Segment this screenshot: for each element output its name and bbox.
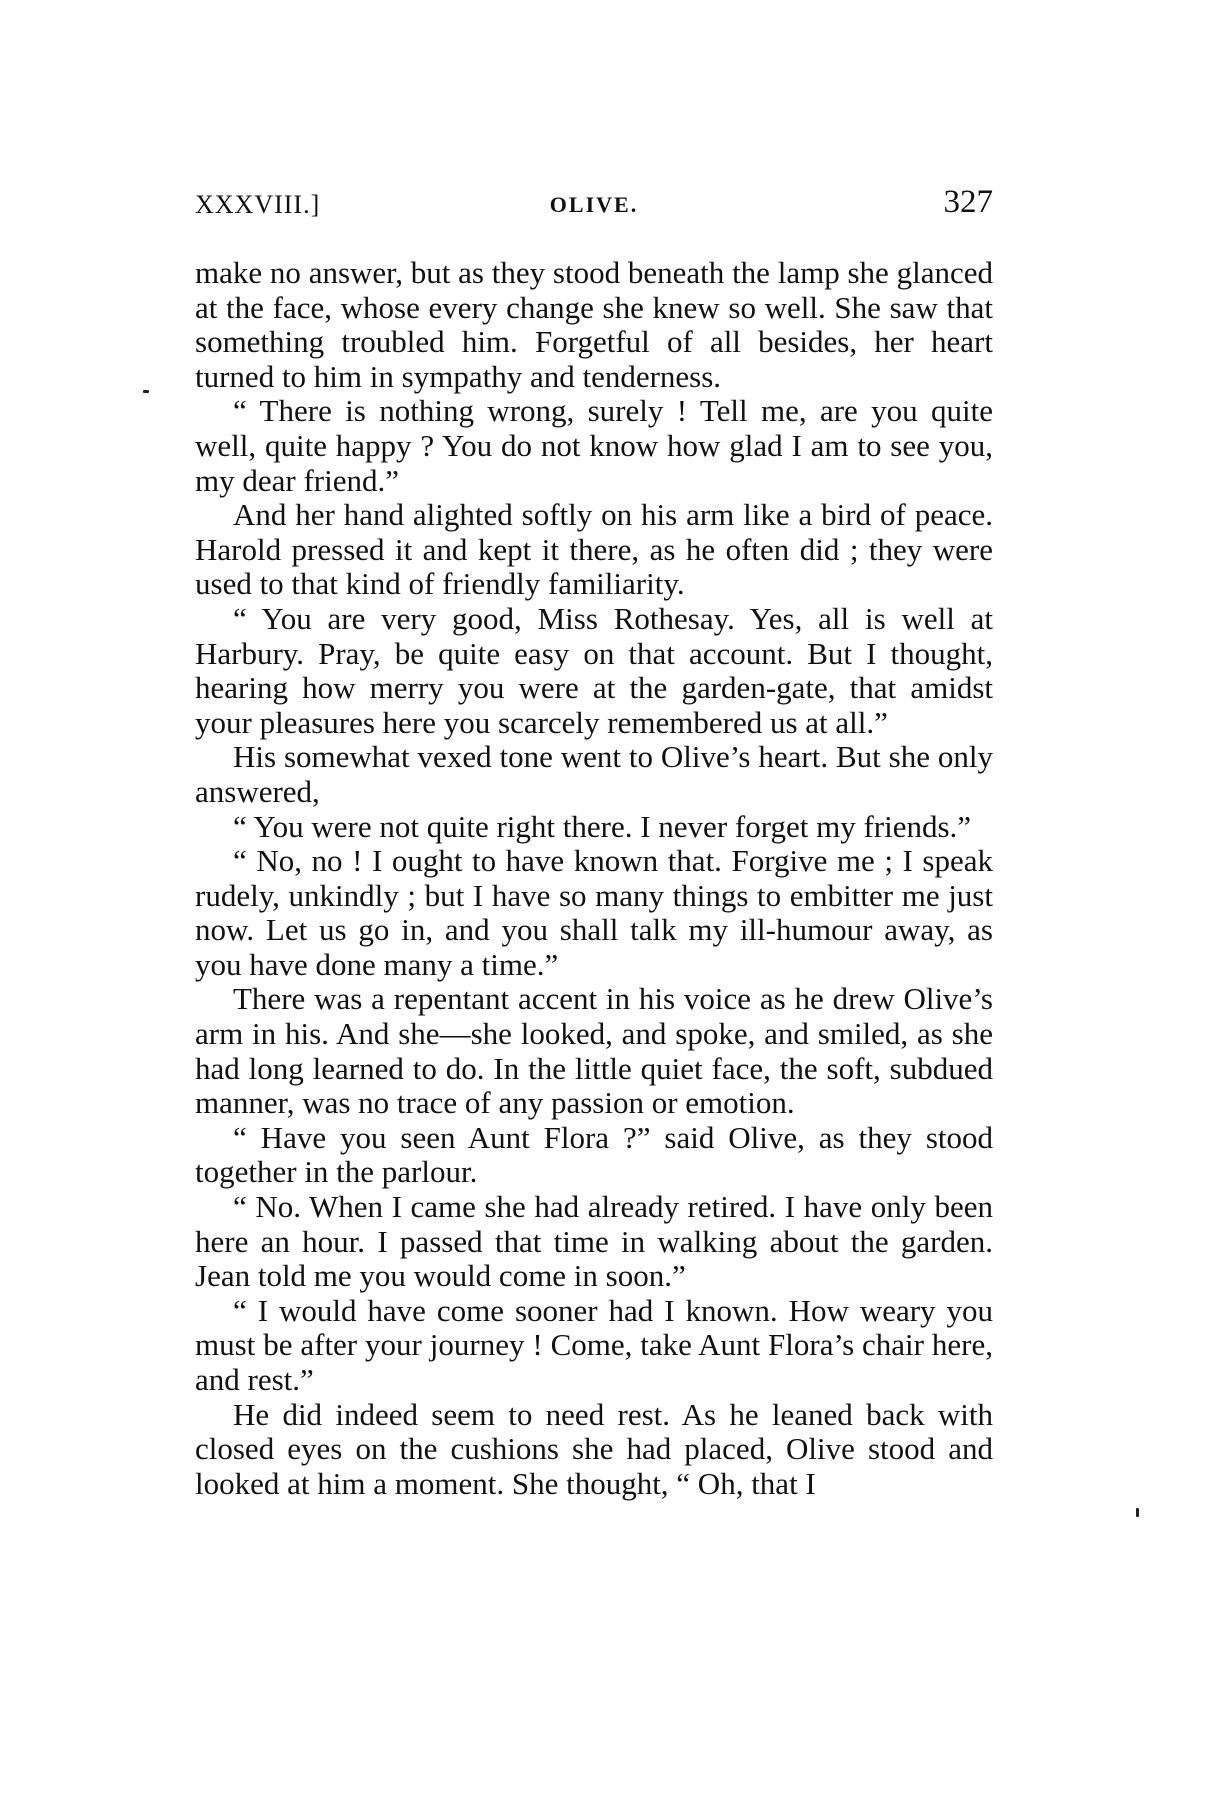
paragraph: “ There is nothing wrong, surely ! Tell me, are you quite well, quite happy ? You do not know how glad I am to see you, my dear friend.” [195, 393, 993, 498]
paragraph: There was a repentant accent in his voice as he drew Olive’s arm in his. And she—she looked, and spoke, and smiled, as she had long learned to do. In the little quiet face, the soft, subdued manner, was no trace of any passion or emotion. [195, 981, 993, 1121]
paragraph: He did indeed seem to need rest. As he leaned back with closed eyes on the cushions she had placed, Olive stood and looked at him a moment. She thought, “ Oh, that I [195, 1396, 993, 1501]
ink-speck [143, 390, 149, 393]
paragraph: “ You were not quite right there. I never forget my friends.” [233, 808, 972, 844]
chapter-number: XXXVIII.] [195, 190, 321, 219]
paragraph: “ No, no ! I ought to have known that. Forgive me ; I speak rudely, unkindly ; but I have so many things to embitter me just now. Let us go in, and you shall talk my ill-humour away, as you have done many a time.” [195, 843, 993, 982]
running-title: OLIVE. [549, 192, 639, 217]
paragraph: “ Have you seen Aunt Flora ?” said Olive, as they stood together in the parlour. [195, 1119, 993, 1190]
ink-speck [1136, 1508, 1139, 1517]
paragraph: “ You are very good, Miss Rothesay. Yes, all is well at Harbury. Pray, be quite easy on that account. But I thought, hearing how merry you were at the garden-gate, that amidst your pleasures here you scarcely remembered us at all.” [195, 600, 993, 740]
page-header [195, 184, 993, 234]
paragraph: “ No. When I came she had already retired. I have only been here an hour. I passed that time in walking about the garden. Jean told me you would come in soon.” [195, 1189, 993, 1294]
paragraph: make no answer, but as they stood beneath the lamp she glanced at the face, whose every change she knew so well. She saw that something troubled him. Forgetful of all besides, her heart turned to him in sympathy and tenderness. [195, 255, 993, 394]
paragraph: And her hand alighted softly on his arm like a bird of peace. Harold pressed it and kept it there, as he often did ; they were used to that kind of friendly familiarity. [195, 497, 993, 602]
page-body [195, 256, 993, 1501]
page-number: 327 [943, 184, 993, 220]
paragraph: His somewhat vexed tone went to Olive’s heart. But she only answered, [195, 739, 993, 809]
paragraph: “ I would have come sooner had I known. How weary you must be after your journey ! Come, take Aunt Flora’s chair here, and rest.” [195, 1292, 993, 1397]
